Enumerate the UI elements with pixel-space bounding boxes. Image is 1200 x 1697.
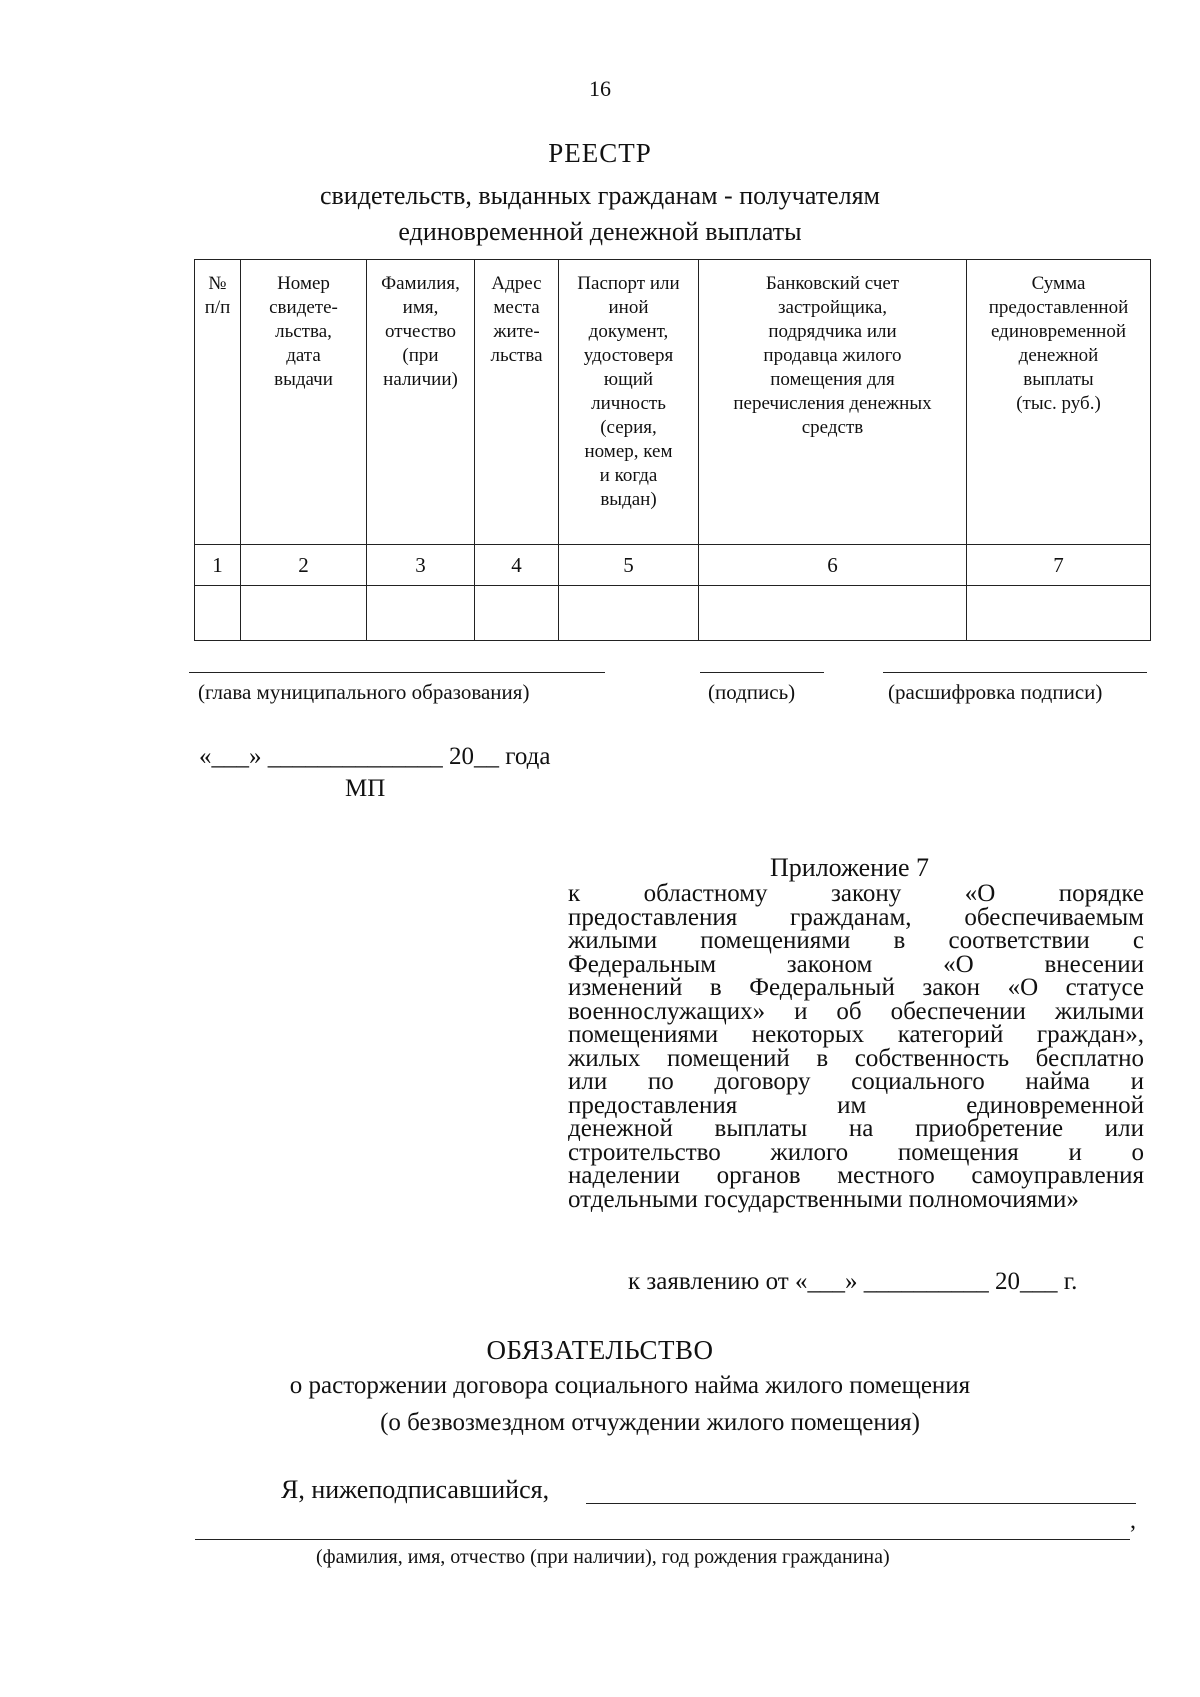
empty-cell[interactable] xyxy=(559,586,699,641)
header-line: Фамилия, xyxy=(381,273,460,294)
header-line: иной xyxy=(608,297,649,318)
column-number-cell: 3 xyxy=(367,545,475,586)
registry-subtitle-line-2: единовременной денежной выплаты xyxy=(398,217,802,246)
header-cell-6 xyxy=(699,260,967,545)
header-line: свидете- xyxy=(269,297,338,318)
appendix-line: предоставления им единовременной xyxy=(568,1091,1144,1119)
date-line[interactable]: «___» ______________ 20__ года xyxy=(199,743,551,770)
appendix-line: помещениями некоторых категорий граждан», xyxy=(568,1021,1144,1048)
fio-caption: (фамилия, имя, отчество (при наличии), год рождения гражданина) xyxy=(316,1546,890,1568)
header-cell-4 xyxy=(475,260,559,545)
column-number-cell: 6 xyxy=(699,545,967,586)
registry-header-row xyxy=(195,260,1151,545)
appendix-line: изменений в Федеральный закон «О статусе xyxy=(568,974,1144,1001)
decoding-signature-line[interactable] xyxy=(883,672,1147,673)
header-cell-5 xyxy=(559,260,699,545)
obligation-title: ОБЯЗАТЕЛЬСТВО xyxy=(486,1335,714,1365)
column-number-cell: 5 xyxy=(559,545,699,586)
header-cell-3 xyxy=(367,260,475,545)
empty-cell[interactable] xyxy=(367,586,475,641)
appendix-body xyxy=(568,882,1144,1211)
header-line: места xyxy=(493,297,540,318)
head-caption: (глава муниципального образования) xyxy=(198,680,530,704)
appendix-line: Федеральным законом «О внесении xyxy=(568,950,1144,978)
header-line: документ, xyxy=(588,321,669,342)
header-line: удостоверя xyxy=(583,345,674,366)
appendix-title: Приложение 7 xyxy=(770,853,930,882)
appendix-line: жилых помещений в собственность бесплатно xyxy=(568,1044,1144,1072)
header-line: (при xyxy=(402,345,439,366)
header-line: льства xyxy=(490,345,543,366)
header-line: единовременной xyxy=(990,321,1127,342)
appendix-line: к областному закону «О порядке xyxy=(568,880,1144,907)
registry-title: РЕЕСТР xyxy=(548,138,652,168)
header-line: личность xyxy=(591,393,666,414)
header-line: выдачи xyxy=(274,369,333,390)
mp-stamp-label: МП xyxy=(345,775,386,802)
header-line: льства, xyxy=(275,321,332,342)
head-signature-line[interactable] xyxy=(189,672,605,673)
header-line: отчество xyxy=(384,321,457,342)
header-line: выдан) xyxy=(600,489,657,510)
header-line: средств xyxy=(801,417,864,438)
page-number: 16 xyxy=(589,76,611,101)
obligation-subtitle-line-1: о расторжении договора социального найма жилого помещения xyxy=(289,1372,971,1399)
column-number-cell: 2 xyxy=(241,545,367,586)
empty-cell[interactable] xyxy=(699,586,967,641)
header-line: денежной xyxy=(1018,345,1099,366)
header-line: предоставленной xyxy=(988,297,1129,318)
header-line: и когда xyxy=(599,465,658,486)
header-line: ющий xyxy=(603,369,654,390)
appendix-line: предоставления гражданам, обеспечиваемым xyxy=(568,903,1144,931)
decoding-caption: (расшифровка подписи) xyxy=(888,680,1103,704)
undersigned-name-line[interactable] xyxy=(586,1503,1136,1504)
header-line: наличии) xyxy=(383,369,458,390)
registry-table xyxy=(194,259,1151,641)
appendix-line: денежной выплаты на приобретение или xyxy=(568,1115,1144,1142)
empty-cell[interactable] xyxy=(967,586,1151,641)
header-line: Номер xyxy=(277,273,330,294)
header-line: (серия, xyxy=(600,417,657,438)
header-line: подрядчика или xyxy=(768,321,897,342)
registry-empty-row xyxy=(195,586,1151,641)
empty-cell[interactable] xyxy=(195,586,241,641)
appendix-line: жилыми помещениями в соответствии с xyxy=(568,927,1144,954)
appendix-line: отдельными государственными полномочиями» xyxy=(568,1185,1079,1213)
header-line: Адрес xyxy=(491,273,542,294)
header-line: имя, xyxy=(402,297,439,318)
header-cell-1 xyxy=(195,260,241,545)
empty-cell[interactable] xyxy=(475,586,559,641)
header-line: Паспорт или xyxy=(577,273,680,294)
fio-line-comma: , xyxy=(1130,1508,1136,1534)
header-line: выплаты xyxy=(1023,369,1094,390)
empty-cell[interactable] xyxy=(241,586,367,641)
registry-column-number-row xyxy=(195,545,1151,586)
header-line: перечисления денежных xyxy=(733,393,932,414)
header-line: застройщика, xyxy=(778,297,887,318)
signature-caption: (подпись) xyxy=(708,680,796,704)
undersigned-label: Я, нижеподписавшийся, xyxy=(281,1475,550,1504)
signature-line[interactable] xyxy=(700,672,824,673)
header-line: продавца жилого xyxy=(763,345,902,366)
column-number-cell: 1 xyxy=(195,545,241,586)
header-line: помещения для xyxy=(770,369,895,390)
header-line: номер, кем xyxy=(584,441,673,462)
fio-line[interactable] xyxy=(195,1539,1130,1540)
obligation-subtitle-line-2: (о безвозмездном отчуждении жилого помещения) xyxy=(380,1409,920,1436)
appendix-line: или по договору социального найма и xyxy=(568,1068,1144,1095)
header-line: Сумма xyxy=(1031,273,1086,294)
registry-subtitle-line-1: свидетельств, выданных гражданам - получателям xyxy=(319,181,880,210)
column-number-cell: 4 xyxy=(475,545,559,586)
header-line: Банковский счет xyxy=(765,273,900,294)
header-line: № xyxy=(208,273,227,294)
appendix-line: военнослужащих» и об обеспечении жилыми xyxy=(568,997,1144,1025)
appendix-line: наделении органов местного самоуправления xyxy=(568,1162,1144,1189)
header-line: (тыс. руб.) xyxy=(1016,393,1101,414)
header-line: п/п xyxy=(204,297,231,318)
appendix-line: строительство жилого помещения и о xyxy=(568,1138,1144,1166)
header-line: жите- xyxy=(493,321,540,342)
header-cell-2 xyxy=(241,260,367,545)
statement-reference[interactable]: к заявлению от «___» __________ 20___ г. xyxy=(628,1268,1078,1295)
header-line: дата xyxy=(286,345,321,366)
column-number-cell: 7 xyxy=(967,545,1151,586)
header-cell-7 xyxy=(967,260,1151,545)
